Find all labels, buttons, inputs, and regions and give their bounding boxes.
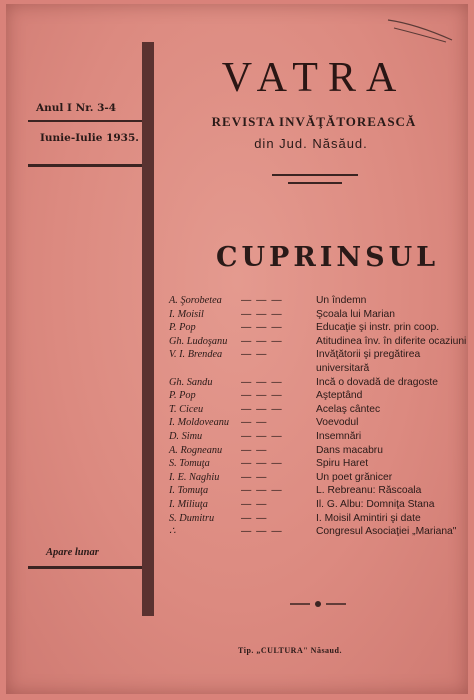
toc-row <box>169 498 469 512</box>
toc-author: Gh. Ludoşanu <box>169 335 228 347</box>
toc-author: I. Miliuţa <box>169 498 208 510</box>
toc-row <box>169 376 469 390</box>
issue-date: Iunie-Iulie 1935. <box>40 132 139 144</box>
toc-row <box>169 308 469 322</box>
toc-row <box>169 512 469 526</box>
toc-title: Un îndemn <box>316 295 367 306</box>
toc-dashes: — — <box>241 417 268 429</box>
toc-dashes: — — — <box>241 376 283 388</box>
toc-row <box>169 294 469 308</box>
toc-author: D. Simu <box>169 430 203 442</box>
toc-row <box>169 348 469 375</box>
toc-author: T. Ciceu <box>169 403 204 415</box>
magazine-title: VATRA <box>221 55 407 101</box>
toc-author: ∴ <box>169 526 176 538</box>
toc-row <box>169 416 469 430</box>
toc-dashes: — — <box>241 471 268 483</box>
toc-dashes: — — — <box>241 458 283 470</box>
toc-title: Incă o dovadă de dragoste <box>316 376 438 388</box>
toc-author: P. Pop <box>169 322 196 334</box>
ornament-icon <box>288 596 348 612</box>
toc-author: S. Tomuţa <box>169 458 210 470</box>
toc-title: Invăţătorii şi pregătirea universitară <box>316 349 421 374</box>
toc-row <box>169 457 469 471</box>
divider-line <box>28 566 142 569</box>
issue-number: Anul I Nr. 3-4 <box>36 102 117 114</box>
toc-author: P. Pop <box>169 390 196 402</box>
toc-author: I. Moisil <box>169 308 204 320</box>
toc-title: Educaţie şi instr. prin coop. <box>316 322 440 334</box>
toc-row <box>169 321 469 335</box>
toc-dashes: — — <box>241 498 268 510</box>
table-of-contents <box>169 294 469 539</box>
toc-row <box>169 335 469 349</box>
county-line: din Jud. Năsăud. <box>254 136 368 151</box>
toc-row <box>169 471 469 485</box>
toc-dashes: — — — <box>241 526 283 538</box>
toc-dashes: — — — <box>241 295 283 306</box>
divider-line <box>28 164 142 167</box>
toc-author: S. Dumitru <box>169 512 215 524</box>
toc-title: Şcoala lui Marian <box>316 308 395 320</box>
toc-author: I. Moldoveanu <box>169 417 230 429</box>
toc-title: Atitudinea înv. în diferite ocaziuni <box>316 335 467 347</box>
toc-dashes: — — — <box>241 308 283 320</box>
toc-author: A. Rogneanu <box>169 444 223 456</box>
toc-row <box>169 444 469 458</box>
toc-title: I. Moisil Amintiri şi date <box>316 512 421 524</box>
toc-title: Insemnări <box>316 430 362 442</box>
toc-row <box>169 403 469 417</box>
toc-dashes: — — <box>241 512 268 524</box>
toc-title: Un poet grănicer <box>316 471 393 483</box>
toc-dashes: — — — <box>241 430 283 442</box>
toc-title: Acelaş cântec <box>316 403 381 415</box>
title-rule <box>272 174 358 176</box>
toc-title: Spiru Haret <box>316 458 369 470</box>
toc-author: V. I. Brendea <box>169 349 223 361</box>
toc-title: L. Rebreanu: Răscoala <box>316 485 422 497</box>
toc-title: Voevodul <box>316 417 359 429</box>
toc-row <box>169 525 469 539</box>
toc-row <box>169 430 469 444</box>
toc-dashes: — — <box>241 444 268 456</box>
title-rule <box>288 182 342 184</box>
toc-title: Congresul Asociaţiei „Mariana" <box>316 526 457 538</box>
toc-dashes: — — — <box>241 390 283 402</box>
toc-dashes: — — — <box>241 322 283 334</box>
contents-heading: CUPRINSUL <box>216 242 440 273</box>
toc-title: Il. G. Albu: Domniţa Stana <box>316 498 435 510</box>
toc-row <box>169 484 469 498</box>
toc-dashes: — — — <box>241 485 283 497</box>
toc-author: I. Tomuţa <box>169 485 209 497</box>
toc-dashes: — — — <box>241 335 283 347</box>
toc-title: Aşteptând <box>316 390 363 402</box>
frequency-label: Apare lunar <box>46 547 99 558</box>
printer-line: Tip. „CULTURA" Năsaud. <box>238 646 342 655</box>
magazine-cover <box>6 4 468 694</box>
magazine-subtitle: REVISTA INVĂŢĂTOREASCĂ <box>211 114 417 129</box>
toc-dashes: — — — <box>241 403 283 415</box>
toc-author: I. E. Naghiu <box>169 471 220 483</box>
toc-title: Dans macabru <box>316 444 383 456</box>
pen-mark-icon <box>386 14 456 44</box>
toc-row <box>169 389 469 403</box>
toc-author: A. Şorobetea <box>169 295 222 306</box>
toc-author: Gh. Sandu <box>169 376 213 388</box>
toc-dashes: — — <box>241 349 268 361</box>
divider-line <box>28 120 142 122</box>
vertical-bar <box>142 42 154 616</box>
